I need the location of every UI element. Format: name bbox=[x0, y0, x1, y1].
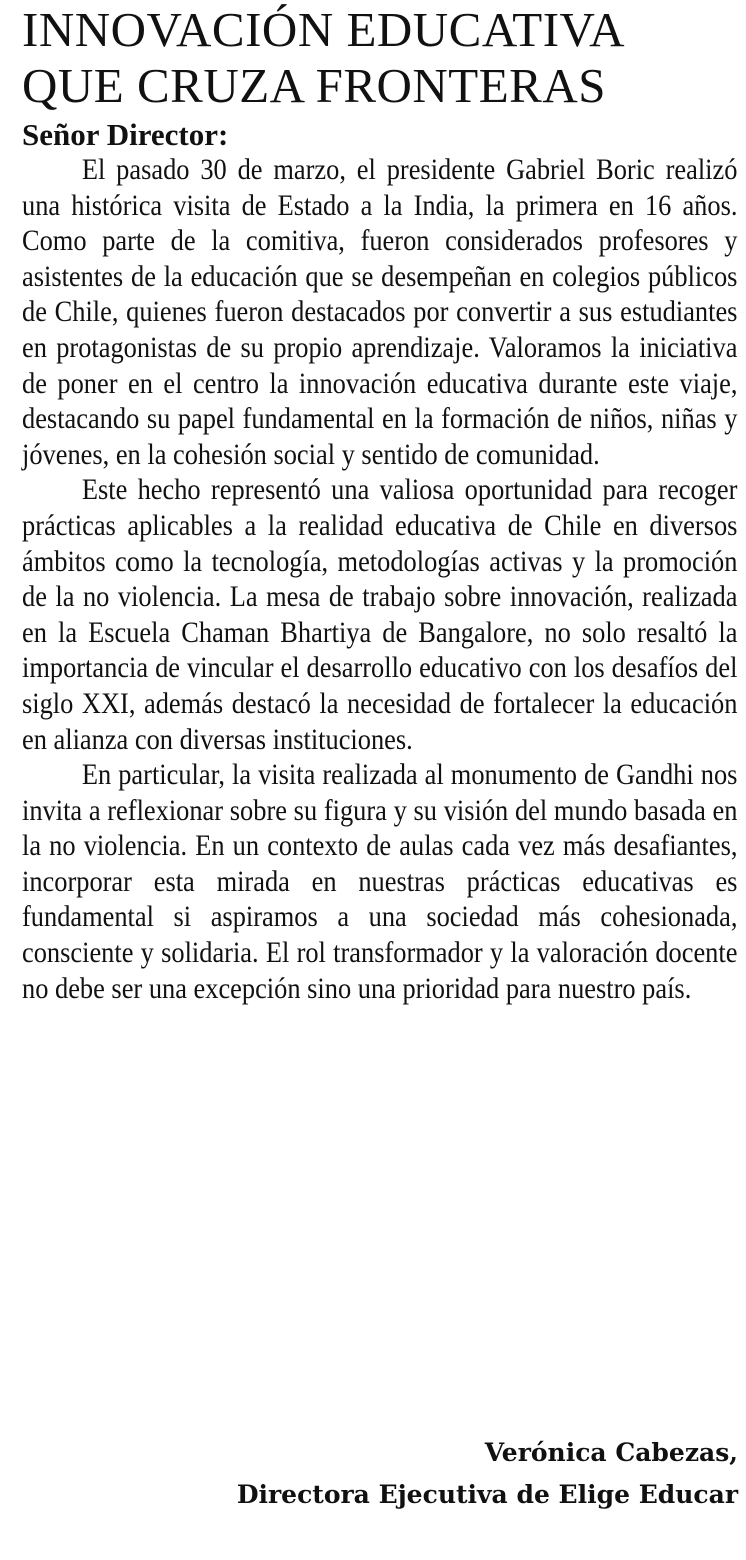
letter-body bbox=[22, 152, 737, 1006]
signature-name: Verónica Cabezas, bbox=[484, 1438, 738, 1467]
signature-block bbox=[237, 1432, 738, 1516]
letter-article bbox=[22, 0, 738, 1006]
paragraph-3: En particular, la visita realizada al monumento de Gandhi nos invita a reflexionar sobre su figura y su visión del mundo basada en la no violencia. En un contexto de aulas cada vez más desafiantes, incorporar esta mirada en nuestras prácticas educativas es fundamental si aspiramos a una sociedad más cohesionada, consciente y solidaria. El rol transformador y la valoración docente no debe ser una excepción sino una prioridad para nuestro país. bbox=[22, 758, 738, 1005]
headline-line-2: QUE CRUZA FRONTERAS bbox=[22, 58, 606, 113]
paragraph-1: El pasado 30 de marzo, el presidente Gabriel Boric realizó una histórica visita de Estado a la India, la primera en 16 años. Como parte de la comitiva, fueron considerados profesores y asistentes de la educación que se desempeñan en colegios públicos de Chile, quienes fueron destacados por convertir a sus estudiantes en protagonistas de su propio aprendizaje. Valoramos la iniciativa de poner en el centro la innovación educativa durante este viaje, destacando su papel fundamental en la formación de niños, niñas y jóvenes, en la cohesión social y sentido de comunidad. bbox=[22, 153, 738, 471]
paragraph-2: Este hecho representó una valiosa oportunidad para recoger prácticas aplicables a la realidad educativa de Chile en diversos ámbitos como la tecnología, metodologías activas y la promoción de la no violencia. La mesa de trabajo sobre innovación, realizada en la Escuela Chaman Bhartiya de Bangalore, no solo resaltó la importancia de vincular el desarrollo educativo con los desafíos del siglo XXI, además destacó la necesidad de fortalecer la educación en alianza con diversas instituciones. bbox=[22, 473, 738, 756]
salutation: Señor Director: bbox=[22, 117, 229, 152]
headline bbox=[22, 0, 738, 114]
signature-title: Directora Ejecutiva de Elige Educar bbox=[236, 1480, 738, 1509]
headline-line-1: INNOVACIÓN EDUCATIVA bbox=[22, 2, 626, 57]
